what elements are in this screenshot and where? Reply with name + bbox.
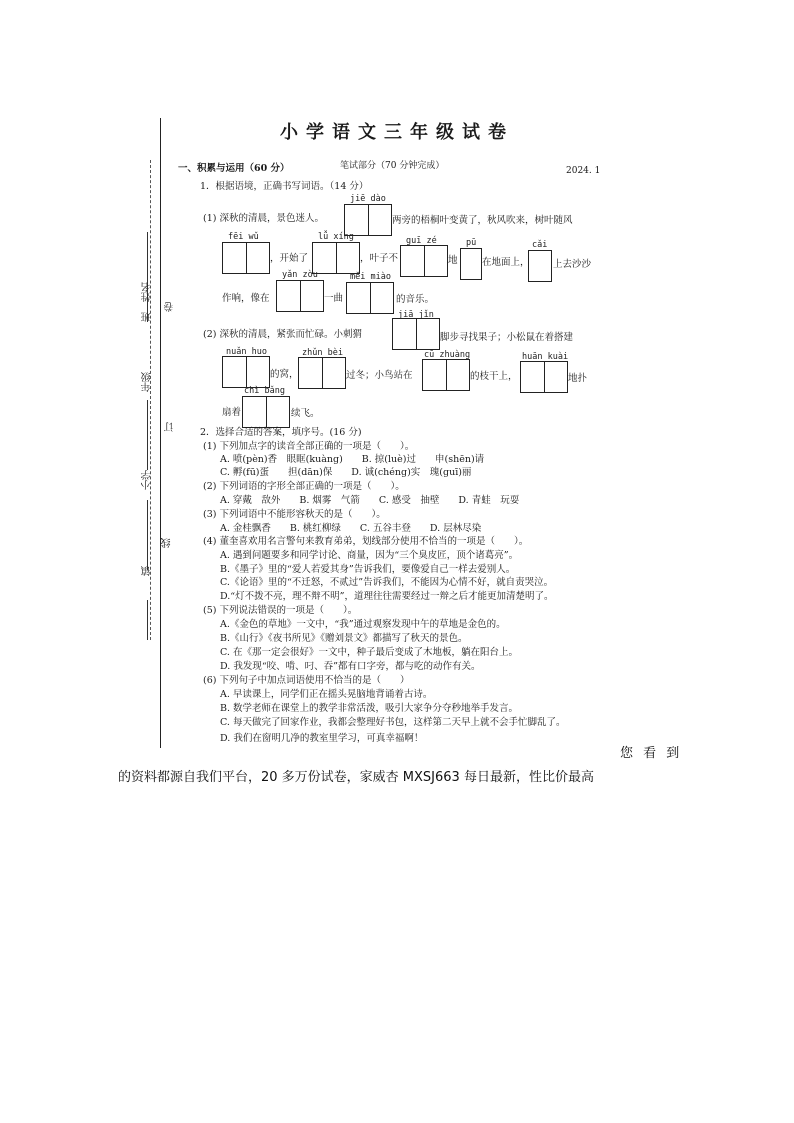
pinyin-yanzou: yǎn zòu (282, 270, 318, 280)
answer-box-meimiao[interactable] (346, 282, 394, 314)
bind-label-xian: 线 (162, 538, 173, 548)
answer-box-yanzou[interactable] (276, 280, 324, 312)
q2-option: D. 我发现“咬、啃、叼、吞”都有口字旁，都与吃的动作有关。 (220, 661, 481, 672)
question-2-title: 2．选择合适的答案，填序号。(16 分) (200, 427, 362, 438)
answer-box-pu[interactable] (460, 248, 482, 280)
school-field-rule (147, 500, 148, 570)
q2-option: A. 金桂飘香 B. 桃红柳绿 C. 五谷丰登 D. 层林尽染 (220, 523, 482, 534)
q2-option: A. 穿戴 敌外 B. 烟雾 气箭 C. 感受 抽壁 D. 青蛙 玩耍 (220, 495, 520, 506)
q2-option: A.《金色的草地》一文中，“我”通过观察发现中午的草地是金色的。 (220, 619, 506, 630)
answer-box-jiajin[interactable] (392, 318, 440, 350)
q1-p2-text-h: 续飞。 (291, 408, 320, 419)
q2-option: D.“灯不拨不亮，理不辩不明”，道理往往需要经过一辩之后才能更加清楚明了。 (220, 591, 554, 602)
answer-box-guize[interactable] (400, 245, 448, 277)
q1-p2-text-g: 扇着 (222, 407, 242, 418)
pinyin-jiajin: jiā jǐn (398, 310, 434, 320)
pinyin-meimiao: měi miào (350, 272, 391, 282)
school-label: 小学 (142, 470, 153, 490)
question-1-title: 1．根据语境，正确书写词语。（14 分） (200, 181, 369, 192)
pinyin-feiwu: fēi wǔ (228, 232, 259, 242)
pinyin-lvxing: lǚ xíng (318, 232, 354, 242)
q2-item: (5) 下列说法错误的一项是（ ）。 (203, 605, 358, 616)
footer-line-2: 的资料都源自我们平台，20 多万份试卷，家威杏 MXSJ663 每日最新，性比价最高 (118, 770, 594, 785)
answer-box-cuzhuang[interactable] (422, 359, 470, 391)
pinyin-pu: pū (466, 238, 477, 248)
q1-p2-text-b: 脚步寻找果子；小松鼠在着搭建 (440, 332, 574, 343)
q1-p1-text-h: 作响，像在 (222, 293, 270, 304)
answer-box-lvxing[interactable] (312, 242, 360, 274)
q2-option: B. 数学老师在课堂上的教学非常活泼，吸引大家争分夺秒地举手发言。 (220, 703, 519, 714)
q1-p1-text-e: 地 (448, 255, 458, 266)
pinyin-cuzhuang: cū zhuàng (424, 350, 471, 360)
q1-p1-text-a: (1) 深秋的清晨，景色迷人。 (203, 213, 324, 224)
answer-box-feiwu[interactable] (222, 242, 270, 274)
exam-title: 小学语文三年级试卷 (280, 122, 514, 143)
pinyin-huankuai: huān kuài (522, 352, 569, 362)
binding-line (160, 118, 161, 748)
q2-option: A. 喷(pèn)香 眼眶(kuàng) B. 掠(luè)过 申(shēn)请 (220, 454, 485, 465)
q2-option: C.《论语》里的“不迁怒，不贰过”告诉我们，不能因为心情不好，就自责哭泣。 (220, 577, 554, 588)
exam-date: 2024. 1 (566, 166, 601, 176)
q2-option: B.《山行》《夜书所见》《赠刘景文》都描写了秋天的景色。 (220, 633, 468, 644)
answer-box-huankuai[interactable] (520, 361, 568, 393)
town-label: 镇 (142, 566, 153, 576)
q2-item: (2) 下列词语的字形全部正确的一项是（ ）。 (203, 481, 405, 492)
section-heading: 一、积累与运用（60 分） (178, 163, 290, 174)
q2-item: (4) 董奎喜欢用名言警句来教育弟弟，划线部分使用不恰当的一项是（ ）。 (203, 536, 529, 547)
pinyin-zhunbei: zhǔn bèi (302, 348, 343, 358)
q1-p2-text-d: 过冬；小鸟站在 (346, 370, 413, 381)
q1-p1-text-f: 在地面上， (482, 257, 530, 268)
grade-label: 年级 (142, 372, 153, 392)
pinyin-jiedao: jiē dào (350, 194, 386, 204)
pinyin-guize: guī zé (406, 236, 437, 246)
bind-label-juan: 卷 (165, 302, 176, 312)
q2-option: A. 遇到问题要多和同学讨论、商量，因为“三个臭皮匠，顶个诸葛亮”。 (220, 550, 519, 561)
q2-option: C. 每天做完了回家作业，我都会整理好书包，这样第二天早上就不会手忙脚乱了。 (220, 717, 566, 728)
pinyin-nuanhuo: nuǎn huo (226, 347, 267, 357)
pinyin-chibang: chì bǎng (244, 386, 285, 396)
class-name-label: 班 姓名 (142, 282, 153, 322)
q2-option: B.《墨子》里的“爱人若爱其身”告诉我们，要像爱自己一样去爱别人。 (220, 564, 516, 575)
q1-p2-text-a: (2) 深秋的清晨，紧张而忙碌。小刺猬 (203, 329, 362, 340)
exam-part-label: 笔试部分（70 分钟完成） (340, 161, 445, 171)
q2-option: C. 在《那一定会很好》一文中，种子最后变成了木地板，躺在阳台上。 (220, 647, 518, 658)
q2-option: C. 孵(fū)蛋 担(dān)保 D. 诚(chéng)实 瑰(guī)丽 (220, 467, 472, 478)
town-field-rule (147, 600, 148, 640)
q1-p2-text-c: 的窝， (270, 369, 299, 380)
answer-box-cai[interactable] (528, 250, 552, 282)
q2-option: A. 早读课上，同学们正在摇头晃脑地背诵着古诗。 (220, 689, 433, 700)
q2-option: D. 我们在窗明几净的教室里学习，可真幸福啊！ (220, 733, 424, 744)
answer-box-nuanhuo[interactable] (222, 356, 270, 388)
q2-item: (6) 下列句子中加点词语使用不恰当的是（ ） (203, 675, 410, 686)
q2-item: (3) 下列词语中不能形容秋天的是（ ）。 (203, 509, 386, 520)
q1-p1-text-b: 两旁的梧桐叶变黄了，秋风吹来，树叶随风 (392, 215, 573, 226)
q1-p1-text-d: ，叶子不 (360, 253, 399, 264)
answer-box-zhunbei[interactable] (298, 357, 346, 389)
q1-p2-text-e: 的枝干上， (470, 371, 518, 382)
q1-p2-text-f: 地扑 (568, 373, 588, 384)
footer-line-1: 您 看 到 (620, 746, 683, 761)
q1-p1-text-c: ，开始了 (270, 253, 309, 264)
q1-p1-text-g: 上去沙沙 (553, 259, 592, 270)
q1-p1-text-j: 的音乐。 (396, 294, 435, 305)
q1-p1-text-i: 一曲 (324, 293, 344, 304)
bind-label-ding: 订 (165, 422, 176, 432)
q2-item: (1) 下列加点字的读音全部正确的一项是（ ）。 (203, 441, 415, 452)
grade-field-rule (147, 400, 148, 470)
pinyin-cai: cǎi (532, 240, 548, 250)
